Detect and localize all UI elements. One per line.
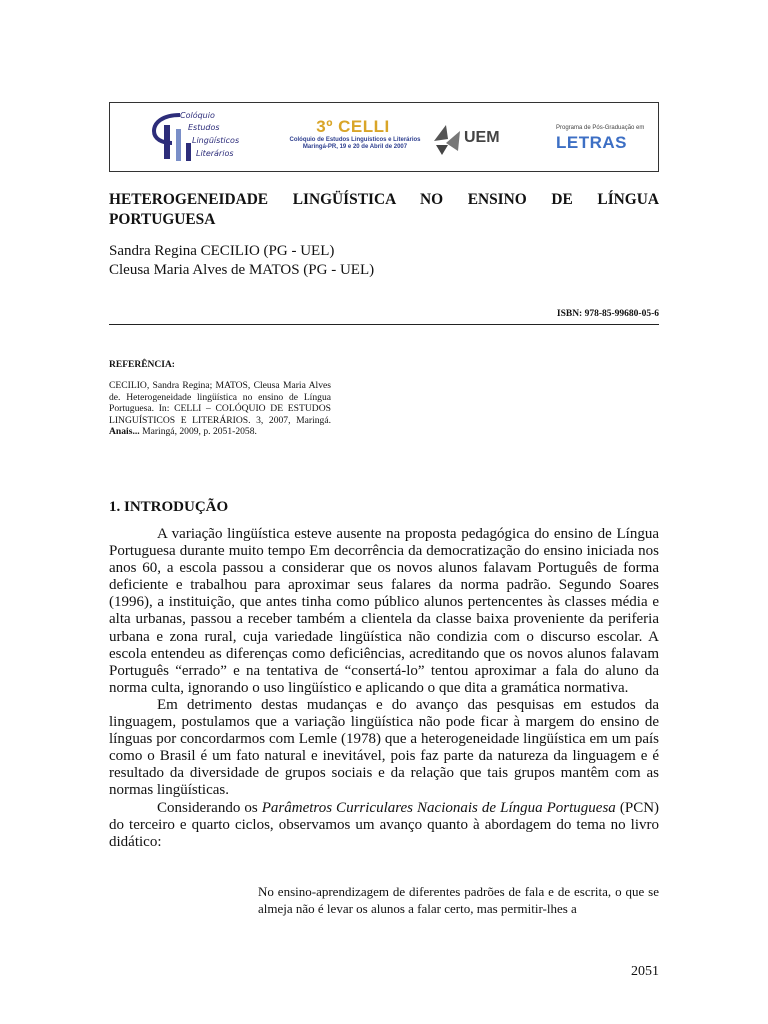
body-text [109, 526, 659, 851]
author-2: Cleusa Maria Alves de MATOS (PG - UEL) [109, 262, 375, 278]
paragraph-1: A variação lingüística esteve ausente na proposta pedagógica do ensino de Língua Portuguesa durante muito tempo Em decorrência da democratização do ensino iniciada nos anos 60, a escola passou a considerar que os novos alunos falavam Português de forma deficiente e trabalhou para aproximar seus falares da norma padrão. Segundo Soares (1996), a instituição, que antes tinha como público alunos pertencentes às classes média e alta urbanas, passou a receber também a clientela da classe baixa proveniente da periferia urbana e zona rural, cuja variedade lingüística não condizia com o discurso escolar. A escola entendeu as diferenças como deficiências, acreditando que os novos alunos falavam Português “errado” e na tentativa de “consertá-lo” tentou aproximar a fala do aluno da norma culta, ignorando o uso lingüístico e aplicando o que dita a gramática normativa. [109, 526, 659, 696]
paper-title: HETEROGENEIDADE LINGÜÍSTICA NO ENSINO DE LÍNGUA PORTUGUESA [109, 191, 659, 228]
logo-word-2: Estudos [188, 123, 220, 132]
uem-emblem-icon [432, 121, 464, 157]
reference-citation [109, 380, 331, 438]
reference-text-2: Maringá, 2009, p. 2051-2058. [142, 426, 257, 437]
conference-banner [109, 102, 659, 172]
logo-word-4: Literários [196, 149, 234, 158]
event-subtitle [250, 137, 460, 151]
logo-word-3: Lingüísticos [192, 136, 240, 145]
author-1: Sandra Regina CECILIO (PG - UEL) [109, 243, 335, 259]
page-number: 2051 [631, 964, 659, 979]
section-heading: 1. INTRODUÇÃO [109, 499, 229, 515]
logo-word-1: Colóquio [180, 111, 215, 120]
paragraph-3 [109, 800, 659, 851]
program-label: Programa de Pós-Graduação em [556, 125, 645, 131]
coloquio-logo [150, 109, 260, 167]
letras-logo: LETRAS [556, 133, 627, 152]
reference-text-1: CECILIO, Sandra Regina; MATOS, Cleusa Maria Alves de. Heterogeneidade lingüística no ensino de Língua Portuguesa. In: CELLI – COLÓQUIO DE ESTUDOS LINGUÍSTICOS E LITERÁRIOS. 3, 2007, Maringá. [109, 380, 331, 426]
reference-label: REFERÊNCIA: [109, 360, 175, 370]
block-quote: No ensino-aprendizagem de diferentes padrões de fala e de escrita, o que se almeja não é levar os alunos a falar certo, mas permitir-lhes a [258, 884, 659, 916]
header-divider [109, 324, 659, 325]
uem-logo [432, 121, 510, 157]
reference-bold: Anais... [109, 426, 140, 437]
paragraph-3-italic: Parâmetros Curriculares Nacionais de Língua Portuguesa [261, 799, 616, 816]
paragraph-2: Em detrimento destas mudanças e do avanço das pesquisas em estudos da linguagem, postulamos que a variação lingüística não pode ficar à margem do ensino de línguas por concordarmos com Lemle (1978) que a heterogeneidade lingüística em um país como o Brasil é um fato natural e inevitável, pois faz parte da natureza da linguagem e é resultado da diversidade de grupos sociais e da relação que tais grupos mantêm com as normas lingüísticas. [109, 696, 659, 799]
event-title: 3º CELLI [316, 117, 390, 136]
paragraph-3-start: Considerando os [157, 799, 258, 816]
event-subtitle-line-2: Maringá-PR, 19 e 20 de Abril de 2007 [302, 144, 408, 150]
author-list [109, 242, 374, 280]
uem-label: UEM [464, 129, 500, 146]
paragraph-3-end: (PCN) do terceiro e quarto ciclos, observamos um avanço quanto à abordagem do tema no livro didático: [109, 799, 660, 850]
event-subtitle-line-1: Colóquio de Estudos Linguísticos e Literários [289, 137, 421, 143]
isbn: ISBN: 978-85-99680-05-6 [556, 309, 659, 319]
